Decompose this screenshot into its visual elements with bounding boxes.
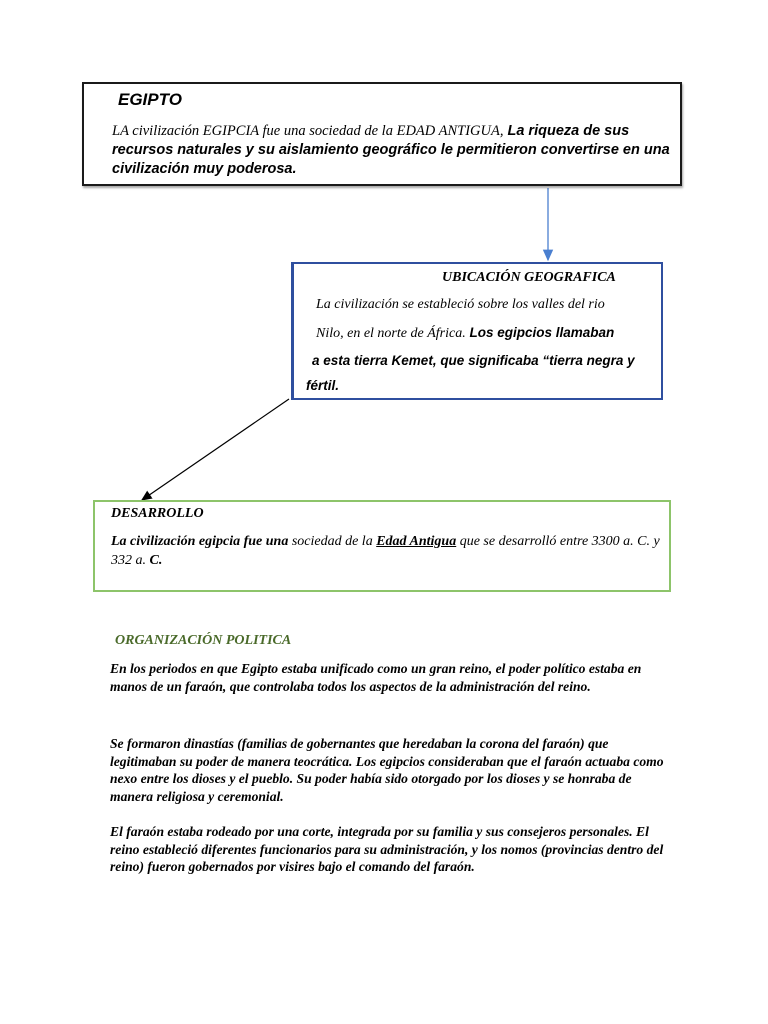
- ubicacion-title: UBICACIÓN GEOGRAFICA: [442, 270, 616, 285]
- desarrollo-part-2: sociedad de la: [291, 534, 377, 549]
- egipto-body-serif: LA civilización EGIPCIA fue una sociedad de la EDAD ANTIGUA,: [112, 123, 504, 139]
- egipto-title: EGIPTO: [118, 90, 182, 109]
- desarrollo-title: DESARROLLO: [111, 506, 204, 521]
- organizacion-title: ORGANIZACIÓN POLITICA: [115, 633, 292, 648]
- ubicacion-line-1: La civilización se estableció sobre los valles del rio: [316, 297, 605, 312]
- desarrollo-box: [93, 500, 671, 592]
- egipto-body: [112, 122, 672, 179]
- ubicacion-line-2-sans: Los egipcios llamaban: [465, 325, 615, 340]
- ubicacion-box: [291, 262, 663, 400]
- organizacion-paragraph-2: Se formaron dinastías (familias de gobernantes que heredaban la corona del faraón) que legitimaban su poder de manera teocrática. Los egipcios consideraban que el faraón actuaba como nexo entre los dioses y el pueblo. Su poder había sido otorgado por los dioses y se honraba de manera religiosa y ceremonial.: [110, 736, 664, 804]
- organizacion-paragraph-3: El faraón estaba rodeado por una corte, integrada por su familia y sus consejeros personales. El reino estableció diferentes funcionarios para su administración, y los nomos (provincias dentro del reino) fueron gobernados por visires bajo el comando del faraón.: [110, 824, 664, 874]
- egipto-box: [82, 82, 682, 186]
- desarrollo-part-5: C.: [149, 553, 163, 568]
- ubicacion-line-4: fértil.: [306, 378, 340, 393]
- edad-antigua-link[interactable]: Edad Antigua: [376, 534, 457, 549]
- ubicacion-line-3: a esta tierra Kemet, que significaba “tierra negra y: [312, 353, 635, 368]
- desarrollo-part-4: que se desarrolló entre 3300 a. C. y 332 a.: [111, 534, 660, 568]
- desarrollo-body: [111, 532, 661, 570]
- desarrollo-part-1: La civilización egipcia fue una: [111, 534, 292, 549]
- arrow-ubicacion-to-desarrollo: [142, 399, 289, 500]
- egipto-body-sans: La riqueza de sus recursos naturales y su aislamiento geográfico le permitieron convertirse en una civilización muy poderosa.: [112, 123, 670, 177]
- organizacion-paragraph-1: En los periodos en que Egipto estaba unificado como un gran reino, el poder político estaba en manos de un faraón, que controlaba todos los aspectos de la administración del reino.: [110, 661, 642, 694]
- ubicacion-line-2: [316, 325, 614, 342]
- ubicacion-line-2-serif: Nilo, en el norte de África.: [316, 326, 466, 341]
